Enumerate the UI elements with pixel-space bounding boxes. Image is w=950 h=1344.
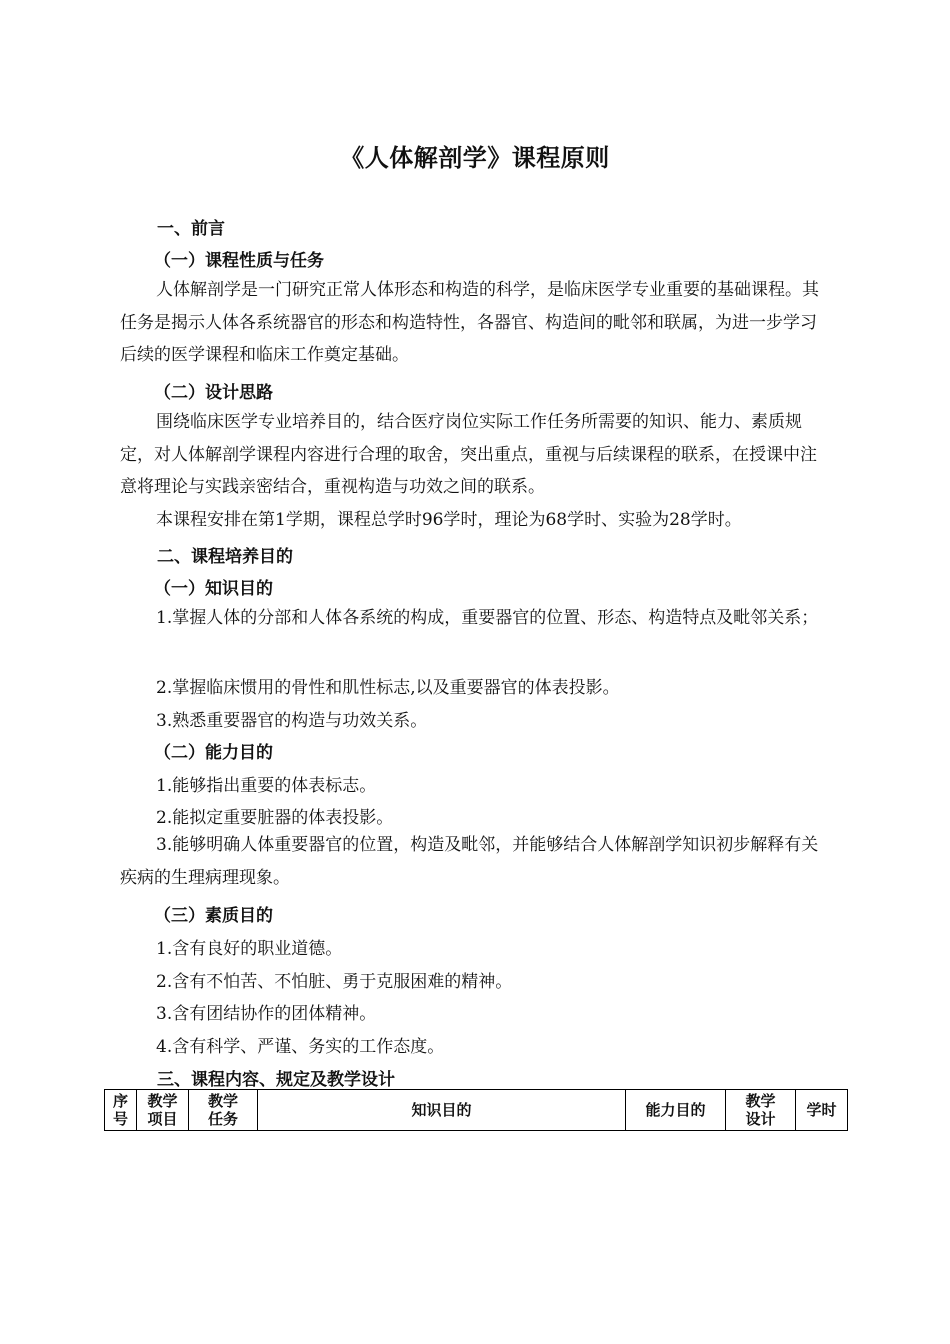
header-ability-goal: 能力目的 <box>626 1090 726 1131</box>
section-heading-course-content: 三、课程内容、规定及教学设计 <box>157 1070 395 1090</box>
ability-goal-3: 3.能够明确人体重要器官的位置，构造及毗邻，并能够结合人体解剖学知识初步解释有关疾病的生理病理现象。 <box>120 835 819 888</box>
subheading-design-idea: （二）设计思路 <box>154 383 273 403</box>
knowledge-goal-3: 3.熟悉重要器官的构造与功效关系。 <box>156 711 428 731</box>
paragraph-schedule: 本课程安排在第1学期，课程总学时96学时，理论为68学时、实验为28学时。 <box>156 510 742 530</box>
ability-goal-1: 1.能够指出重要的体表标志。 <box>156 776 377 796</box>
subheading-course-nature: （一）课程性质与任务 <box>154 251 324 271</box>
header-teaching-project: 教学 项目 <box>137 1090 189 1131</box>
paragraph-design-idea: 围绕临床医学专业培养目的，结合医疗岗位实际工作任务所需要的知识、能力、素质规定，对人体解剖学课程内容进行合理的取舍，突出重点，重视与后续课程的联系，在授课中注意将理论与实践亲密结合，重视构造与功效之间的联系。 <box>120 412 817 497</box>
header-teaching-task: 教学 任务 <box>189 1090 258 1131</box>
header-hours: 学时 <box>796 1090 848 1131</box>
subheading-quality-goals: （三）素质目的 <box>154 906 273 926</box>
subheading-knowledge-goals: （一）知识目的 <box>154 579 273 599</box>
header-teaching-design: 教学 设计 <box>726 1090 796 1131</box>
table-header-row <box>105 1090 848 1131</box>
quality-goal-2: 2.含有不怕苦、不怕脏、勇于克服困难的精神。 <box>156 972 513 992</box>
section-heading-preface: 一、前言 <box>157 219 225 239</box>
section-heading-goals: 二、课程培养目的 <box>157 547 293 567</box>
ability-goal-2: 2.能拟定重要脏器的体表投影。 <box>156 808 394 828</box>
page-title: 《人体解剖学》课程原则 <box>340 144 610 172</box>
quality-goal-3: 3.含有团结协作的团体精神。 <box>156 1004 377 1024</box>
quality-goal-1: 1.含有良好的职业道德。 <box>156 939 343 959</box>
header-seq: 序 号 <box>105 1090 137 1131</box>
subheading-ability-goals: （二）能力目的 <box>154 743 273 763</box>
quality-goal-4: 4.含有科学、严谨、务实的工作态度。 <box>156 1037 445 1057</box>
header-knowledge-goal: 知识目的 <box>258 1090 626 1131</box>
knowledge-goal-1: 1.掌握人体的分部和人体各系统的构成，重要器官的位置、形态、构造特点及毗邻关系； <box>156 608 819 628</box>
knowledge-goal-2: 2.掌握临床惯用的骨性和肌性标志,以及重要器官的体表投影。 <box>156 678 620 698</box>
paragraph-course-nature: 人体解剖学是一门研究正常人体形态和构造的科学，是临床医学专业重要的基础课程。其任务是揭示人体各系统器官的形态和构造特性，各器官、构造间的毗邻和联属，为进一步学习后续的医学课程和临床工作奠定基础。 <box>120 280 819 365</box>
course-design-table <box>104 1089 848 1131</box>
